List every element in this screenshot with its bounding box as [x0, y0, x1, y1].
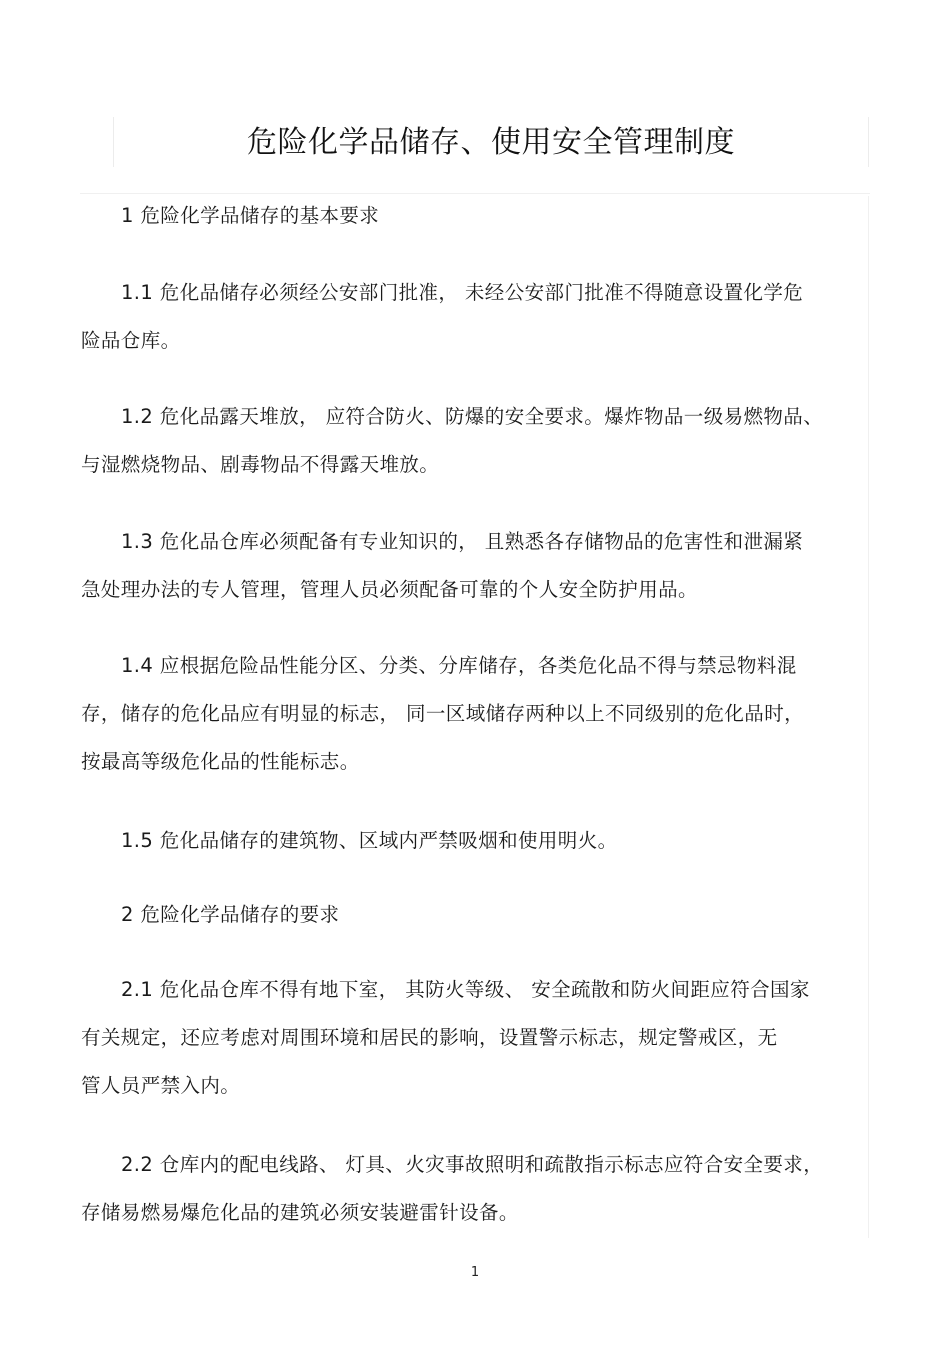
text-line: 1.4 应根据危险品性能分区、分类、分库储存，各类危化品不得与禁忌物料混 — [121, 654, 797, 677]
document-title: 危险化学品储存、使用安全管理制度 — [247, 125, 735, 160]
text-line: 有关规定，还应考虑对周围环境和居民的影响，设置警示标志，规定警戒区，无 — [81, 1026, 778, 1049]
clause-1-2 — [81, 393, 856, 489]
text-line: 存储易燃易爆危化品的建筑必须安装避雷针设备。 — [81, 1201, 519, 1224]
text-line: 1.2 危化品露天堆放， 应符合防火、防爆的安全要求。爆炸物品一级易燃物品、 — [121, 405, 824, 428]
clause-1-3 — [81, 518, 856, 614]
text-line: 1.3 危化品仓库必须配备有专业知识的， 且熟悉各存储物品的危害性和泄漏紧 — [121, 530, 804, 553]
clause-1-4 — [81, 642, 856, 786]
section-heading: 1 危险化学品储存的基本要求 — [121, 204, 380, 227]
frame-line — [868, 196, 869, 1238]
text-line: 1.5 危化品储存的建筑物、区域内严禁吸烟和使用明火。 — [121, 829, 618, 852]
section-heading: 2 危险化学品储存的要求 — [121, 903, 340, 926]
text-line: 2.2 仓库内的配电线路、 灯具、火灾事故照明和疏散指示标志应符合安全要求， — [121, 1153, 824, 1176]
text-line: 急处理办法的专人管理，管理人员必须配备可靠的个人安全防护用品。 — [81, 578, 698, 601]
text-line: 2.1 危化品仓库不得有地下室， 其防火等级、 安全疏散和防火间距应符合国家 — [121, 978, 810, 1001]
text-line: 险品仓库。 — [81, 329, 181, 352]
text-line: 按最高等级危化品的性能标志。 — [81, 750, 360, 773]
clause-2-1 — [81, 966, 856, 1110]
text-line: 管人员严禁入内。 — [81, 1074, 241, 1097]
clause-1-1 — [81, 269, 856, 365]
text-line: 1.1 危化品储存必须经公安部门批准， 未经公安部门批准不得随意设置化学危 — [121, 281, 804, 304]
clause-1-5 — [81, 817, 856, 865]
page-number: 1 — [470, 1265, 480, 1280]
clause-2-2 — [81, 1141, 856, 1237]
text-line: 存，储存的危化品应有明显的标志， 同一区域储存两种以上不同级别的危化品时， — [81, 702, 804, 725]
text-line: 与湿燃烧物品、剧毒物品不得露天堆放。 — [81, 453, 440, 476]
